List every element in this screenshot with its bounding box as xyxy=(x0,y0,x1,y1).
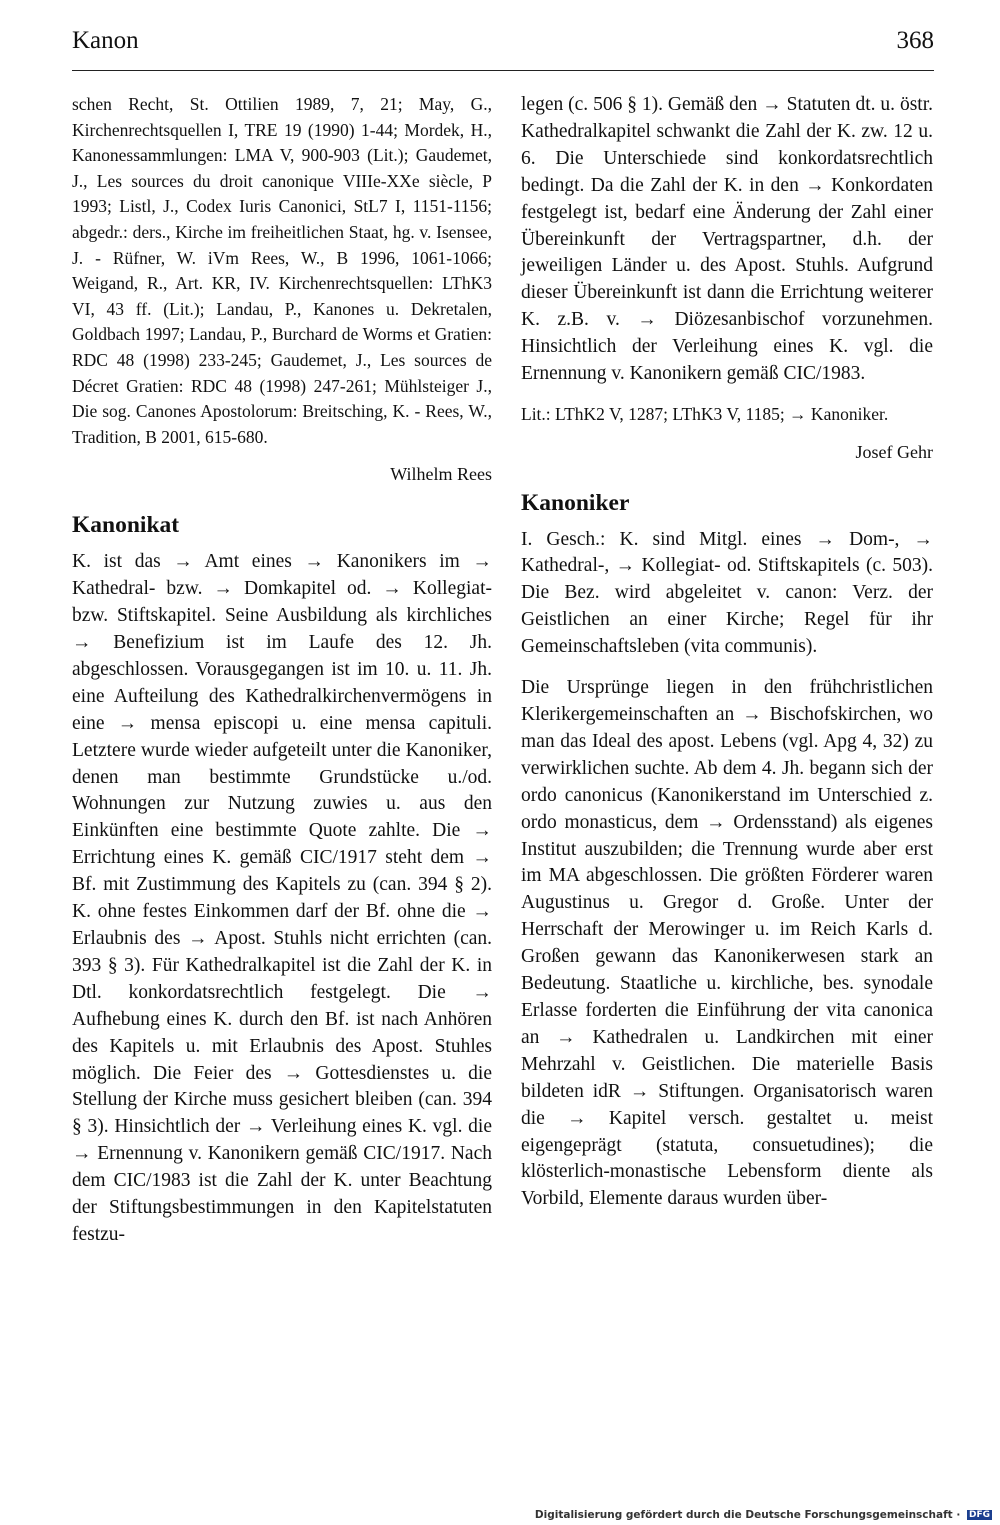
header-rule xyxy=(72,70,934,71)
article-continuation: legen (c. 506 § 1). Gemäß den → Statuten dt. u. östr. Kathedralkapitel schwankt die Zahl der K. zw. 12 u. 6. Die Unterschiede sind konkordatsrechtlich bedingt. Da die Zahl der K. in den → Konkordaten festgelegt ist, bedarf eine Änderung der Zahl einer Übereinkunft der Vertragspartner, d.h. der jeweiligen Länder u. des Apost. Stuhls. Aufgrund dieser Übereinkunft ist dann die Errichtung weiterer K. z.B. v. → Diözesanbischof vorzunehmen. Hinsichtlich der Verleihung eines K. vgl. die Ernennung v. Kanonikern gemäß CIC/1983. xyxy=(521,94,933,385)
literature-paragraph: Lit.: LThK2 V, 1287; LThK3 V, 1185; → Kanoniker. xyxy=(521,403,889,424)
dfg-logo: DFG xyxy=(968,1510,990,1520)
page-title: Kanon xyxy=(72,27,139,54)
article-body: K. ist das → Amt eines → Kanonikers im → Kathedral- bzw. → Domkapitel od. → Kollegiat- bzw. Stiftskapitel. Seine Ausbildung als kirchliches → Benefizium ist im Laufe des 12. Jh. abgeschlossen. Vorausgegangen ist im 10. u. 11. Jh. eine Aufteilung des Kathedralkirchenvermögens in eine → mensa episcopi u. eine mensa capituli. Letztere wurde wieder aufgeteilt unter die Kanoniker, denen man bestimmte Grundstücke u./od. Wohnungen zur Nutzung zuwies u. aus den Einkünften eine bestimmte Quote zahlte. Die → Errichtung eines K. gemäß CIC/1917 steht dem → Bf. mit Zustimmung des Kapitels zu (can. 394 § 2). K. ohne festes Einkommen darf der Bf. ohne die → Erlaubnis des → Apost. Stuhls nicht errichten (can. 393 § 3). Für Kathedralkapitel ist die Zahl der K. in Dtl. konkordatsrechtlich festgelegt. Die → Aufhebung eines K. durch den Bf. ist nach Anhören des Kapitels u. mit Erlaubnis des Apost. Stuhles möglich. Die Feier des → Gottesdienstes u. die Stellung der Kirche muss gesichert bleiben (can. 394 § 3). Hinsichtlich der → Verleihung eines K. vgl. die → Ernennung v. Kanonikern gemäß CIC/1917. Nach dem CIC/1983 ist die Zahl der K. unter Beachtung der Stiftungsbestimmungen in den Kapitelstatuten festzu- xyxy=(72,551,492,1245)
author-signature: Josef Gehr xyxy=(855,441,933,462)
article-paragraph: I. Gesch.: K. sind Mitgl. eines → Dom-, → Kathedral-, → Kollegiat- od. Stiftskapitels (c. 503). Die Bez. wird abgeleitet v. canon: Verz. der Geistlichen an einer Kirche; Regel für ihr Gemeinschaftsleben (vita communis). xyxy=(521,528,933,658)
right-column xyxy=(521,92,933,1227)
page-number: 368 xyxy=(896,27,934,54)
digitization-footer xyxy=(535,1509,992,1521)
lemma-heading: Kanoniker xyxy=(521,489,630,516)
running-head xyxy=(72,26,934,56)
article-paragraph: Die Ursprünge liegen in den frühchristlichen Klerikergemeinschaften an → Bischofskirchen, wo man das Ideal des apost. Lebens (vgl. Apg 4, 32) zu verwirklichen suchte. Ab dem 4. Jh. begann sich der ordo canonicus (Kanonikerstand im Unterschied z. ordo monasticus, dem → Ordensstand) als eigenes Institut auszubilden; die Trennung wurde aber erst im MA abgeschlossen. Die größten Förderer waren Augustinus u. Gregor d. Große. Unter der Herrschaft der Merowinger u. im Reich Karls d. Großen gewann das Kanonikerwesen stark an Bedeutung. Staatliche u. kirchliche, bes. synodale Erlasse forderten die Einführung der vita canonica an → Kathedralen u. Landkirchen mit einer Mehrzahl v. Geistlichen. Die materielle Basis bildeten idR → Stiftungen. Organisatorisch waren die → Kapitel versch. gestaltet u. meist eigengeprägt (statuta, consuetudines); die klösterlich-monastische Lebensform diente als Vorbild, Elemente daraus wurden über- xyxy=(521,677,933,1210)
bibliography-paragraph: schen Recht, St. Ottilien 1989, 7, 21; May, G., Kirchenrechtsquellen I, TRE 19 (1990) 1-44; Mordek, H., Kanonessammlungen: LMA V, 900-903 (Lit.); Gaudemet, J., Les sources du droit canonique VIIIe-XXe siècle, P 1993; Listl, J., Codex Iuris Canonici, StL7 I, 1151-1156; abgedr.: ders., Kirche im freiheitlichen Staat, hg. v. Isensee, J. - Rüfner, W. iVm Rees, W., B 1996, 1061-1066; Weigand, R., Art. KR, IV. Kirchenrechtsquellen: LThK3 VI, 43 ff. (Lit.); Landau, P., Kanones u. Dekretalen, Goldbach 1997; Landau, P., Burchard de Worms et Gratien: RDC 48 (1998) 233-245; Gaudemet, J., Les sources de Décret Gratien: RDC 48 (1998) 247-261; Mühlsteiger J., Die sog. Canones Apostolorum: Breitsching, K. - Rees, W., Tradition, B 2001, 615-680. xyxy=(72,94,492,447)
author-signature: Wilhelm Rees xyxy=(390,464,492,485)
footer-text: Digitalisierung gefördert durch die Deutsche Forschungsgemeinschaft · xyxy=(534,1509,961,1521)
lemma-heading: Kanonikat xyxy=(72,512,180,539)
left-column xyxy=(72,92,492,1263)
